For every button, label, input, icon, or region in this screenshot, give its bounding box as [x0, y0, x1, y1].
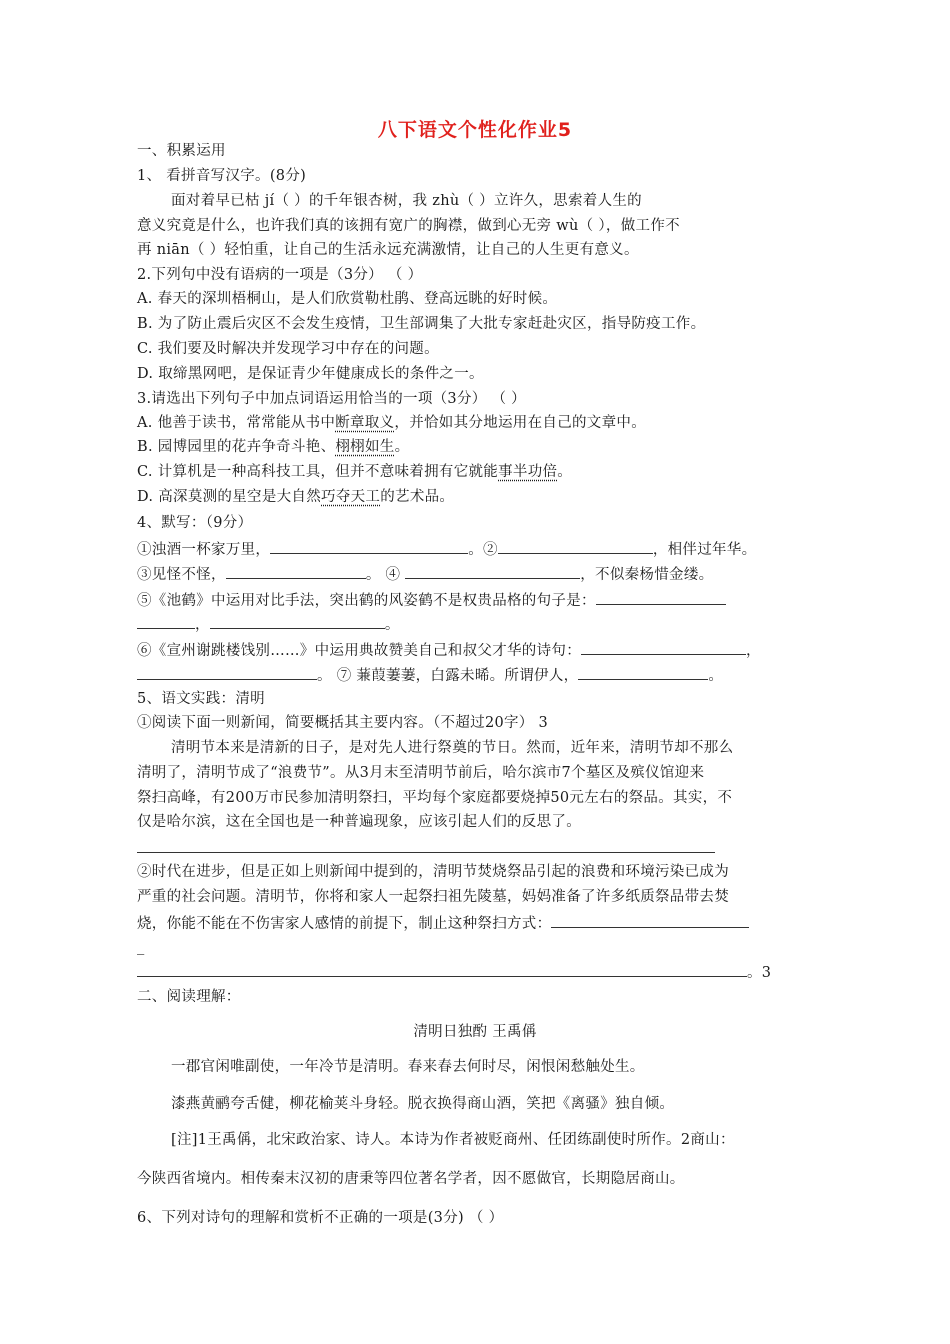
answer-blank[interactable] — [226, 564, 366, 579]
option-text: 的艺术品。 — [380, 489, 455, 505]
option-text: 。 — [394, 439, 410, 455]
news-text: 祭扫高峰，有200万市民参加清明祭扫，平均每个家庭都要烧掉50元左右的祭品。其实，不 — [137, 790, 733, 806]
answer-line — [137, 838, 715, 858]
answer-blank[interactable] — [498, 539, 653, 554]
answer-blank[interactable] — [551, 913, 749, 928]
question-3-option-d — [137, 488, 454, 506]
section-heading: 一、积累运用 — [137, 143, 226, 159]
answer-blank[interactable] — [137, 665, 317, 680]
option-text: A. 他善于读书，常常能从书中 — [137, 415, 336, 431]
question-3-heading: 3.请选出下列句子中加点词语运用恰当的一项（3分） （ ） — [137, 391, 526, 407]
poem-line: 一郡官闲唯副使，一年冷节是清明。春来春去何时尽，闲恨闲愁触处生。 — [171, 1059, 645, 1075]
question-5-prompt — [137, 913, 749, 933]
question-6-heading: 6、下列对诗句的理解和赏析不正确的一项是(3分) （ ） — [137, 1210, 504, 1226]
question-1-text: 意义究竟是什么，也许我们真的该拥有宽广的胸襟，做到心无旁 wù（ ），做工作不 — [137, 218, 680, 234]
score-text: 。3 — [747, 965, 772, 981]
recite-line — [137, 614, 400, 634]
question-4-heading: 4、默写：（9分） — [137, 515, 253, 531]
recite-line — [137, 665, 723, 685]
news-text: 清明节本来是清新的日子，是对先人进行祭奠的节日。然而，近年来，清明节却不那么 — [171, 740, 734, 756]
answer-dash: _ — [137, 939, 145, 955]
news-text: 清明了，清明节成了“浪费节”。从3月末至清明节前后，哈尔滨市7个墓区及殡仪馆迎来 — [137, 765, 705, 781]
answer-blank[interactable] — [270, 539, 468, 554]
recite-text: ③见怪不怪， — [137, 567, 226, 583]
answer-blank[interactable] — [210, 614, 385, 629]
recite-text: ，相伴过年华。 — [652, 542, 757, 558]
prompt-text: 烧，你能不能在不伤害家人感情的前提下，制止这种祭扫方式： — [137, 916, 552, 932]
question-2-option-d: D. 取缔黑网吧，是保证青少年健康成长的条件之一。 — [137, 366, 484, 382]
dotted-word: 事半功倍 — [498, 464, 558, 480]
answer-blank[interactable] — [137, 962, 747, 977]
recite-line — [137, 590, 726, 610]
answer-blank[interactable] — [405, 564, 580, 579]
poem-title: 清明日独酌 王禹偁 — [413, 1024, 537, 1040]
recite-text: ①浊酒一杯家万里， — [137, 542, 271, 558]
option-text: ，并恰如其分地运用在自己的文章中。 — [394, 415, 647, 431]
answer-line — [137, 962, 771, 982]
question-2-option-b: B. 为了防止震后灾区不会发生疫情，卫生部调集了大批专家赶赴灾区，指导防疫工作。 — [137, 316, 706, 332]
recite-line — [137, 539, 756, 559]
question-2-option-a: A. 春天的深圳梧桐山，是人们欣赏勒杜鹃、登高远眺的好时候。 — [137, 291, 558, 307]
question-2-heading: 2.下列句中没有语病的一项是（3分） （ ） — [137, 267, 423, 283]
news-text: 仅是哈尔滨，这在全国也是一种普遍现象，应该引起人们的反思了。 — [137, 814, 581, 830]
question-1-text: 面对着早已枯 jí（ ）的千年银杏树，我 zhù（ ）立许久，思索着人生的 — [171, 193, 642, 209]
poem-note: 今陕西省境内。相传秦末汉初的唐秉等四位著名学者，因不愿做官，长期隐居商山。 — [137, 1171, 685, 1187]
recite-text: ， — [195, 617, 210, 633]
option-text: C. 计算机是一种高科技工具，但并不意味着拥有它就能 — [137, 464, 499, 480]
poem-line: 漆燕黄鹂夸舌健，柳花榆荚斗身轻。脱衣换得商山酒，笑把《离骚》独自倾。 — [171, 1096, 675, 1112]
option-text: D. 高深莫测的星空是大自然 — [137, 489, 322, 505]
question-5-heading: 5、语文实践：清明 — [137, 691, 265, 707]
page-title: 八下语文个性化作业5 — [377, 119, 573, 141]
option-text: 。 — [557, 464, 573, 480]
question-5-prompt: ①阅读下面一则新闻，简要概括其主要内容。（不超过20字） 3 — [137, 715, 549, 731]
recite-text: 。 — [384, 617, 400, 633]
question-1-heading: 1、 看拼音写汉字。(8分) — [137, 168, 307, 184]
option-text: B. 园博园里的花卉争奇斗艳、 — [137, 439, 336, 455]
answer-blank[interactable] — [596, 590, 726, 605]
recite-text: ⑥《宣州谢跳楼饯别……》中运用典故赞美自己和叔父才华的诗句： — [137, 643, 581, 659]
answer-blank[interactable] — [137, 838, 715, 853]
recite-text: 。② — [468, 542, 498, 558]
recite-line — [137, 564, 713, 584]
dotted-word: 断章取义 — [335, 415, 395, 431]
question-3-option-a — [137, 414, 646, 432]
answer-blank[interactable] — [578, 665, 708, 680]
dotted-word: 栩栩如生 — [335, 439, 395, 455]
recite-text: 。 ⑦ 蒹葭萋萋，白露未晞。所谓伊人， — [317, 668, 579, 684]
question-1-text: 再 niān（ ）轻怕重，让自己的生活永远充满激情，让自己的人生更有意义。 — [137, 242, 639, 258]
recite-text: ，不似秦杨惜金缕。 — [580, 567, 714, 583]
answer-blank[interactable] — [137, 614, 195, 629]
recite-text: 。 — [708, 668, 724, 684]
recite-text: ⑤《池鹤》中运用对比手法，突出鹤的风姿鹤不是权贵品格的句子是： — [137, 593, 596, 609]
poem-note: [注]1王禹偁，北宋政治家、诗人。本诗为作者被贬商州、任团练副使时所作。2商山： — [171, 1132, 735, 1148]
question-5-prompt: ②时代在进步，但是正如上则新闻中提到的，清明节焚烧祭品引起的浪费和环境污染已成为 — [137, 864, 729, 880]
section-heading: 二、阅读理解： — [137, 989, 241, 1005]
question-2-option-c: C. 我们要及时解决并发现学习中存在的问题。 — [137, 341, 439, 357]
recite-line — [137, 640, 761, 660]
recite-text: ， — [746, 643, 761, 659]
question-5-prompt: 严重的社会问题。清明节，你将和家人一起祭扫祖先陵墓，妈妈准备了许多纸质祭品带去焚 — [137, 889, 729, 905]
recite-text: 。 ④ — [365, 567, 406, 583]
question-3-option-c — [137, 463, 572, 481]
dotted-word: 巧夺天工 — [321, 489, 381, 505]
question-3-option-b — [137, 438, 409, 456]
answer-blank[interactable] — [581, 640, 746, 655]
